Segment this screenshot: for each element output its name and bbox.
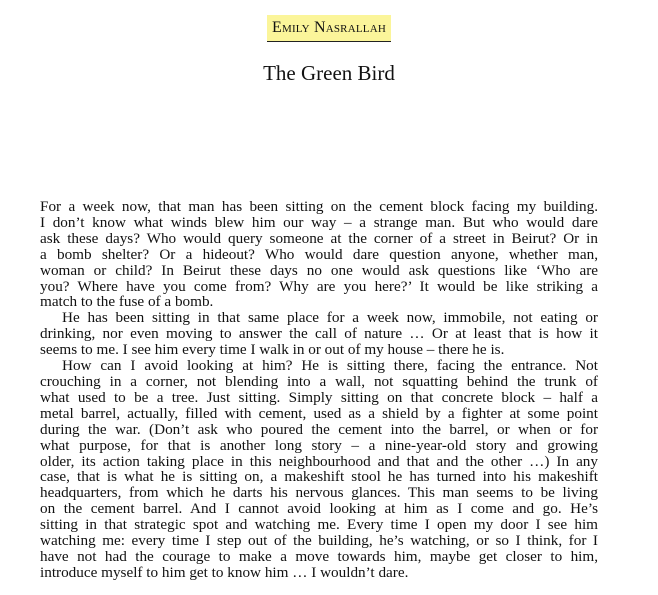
text-line: metal barrel, actually, filled with cement, used as a shield by a fighter at some point	[40, 404, 598, 422]
text-line: case, that is what he is sitting on, a makeshift stool he has turned into his makeshift	[40, 468, 598, 486]
text-line: older, its action taking place in this neighbourhood and that and the other …) In any	[40, 452, 598, 470]
paragraph	[40, 358, 598, 581]
text-line: How can I avoid looking at him? He is sitting there, facing the entrance. Not	[62, 357, 598, 375]
text-line: woman or child? In Beirut these days no one would ask questions like ‘Who are	[40, 261, 598, 279]
text-line: He has been sitting in that same place for a week now, immobile, not eating or	[62, 309, 598, 327]
text-line: introduce myself to him get to know him … I wouldn’t dare.	[40, 563, 409, 581]
text-line: you? Where have you come from? Why are you here?’ It would be like striking a	[40, 277, 598, 295]
story-body	[40, 199, 598, 581]
text-line: what used to be a tree. Just sitting. Simply sitting on that concrete block – half a	[40, 388, 598, 406]
paragraph	[40, 199, 598, 310]
author-name: Emily Nasrallah	[267, 15, 391, 42]
story-title: The Green Bird	[263, 61, 395, 85]
text-line: have not had the courage to make a move towards him, maybe get closer to him,	[40, 547, 598, 565]
text-line: seems to me. I see him every time I walk in or out of my house – there he is.	[40, 341, 505, 359]
text-line: what purpose, for that is another long story – a nine-year-old story and growing	[40, 436, 598, 454]
text-line: match to the fuse of a bomb.	[40, 293, 214, 311]
text-line: sitting in that strategic spot and watching me. Every time I open my door I see him	[40, 516, 598, 534]
text-line: ask these days? Who would query someone at the corner of a street in Beirut? Or in	[40, 229, 598, 247]
text-line: headquarters, from which he darts his nervous glances. This man seems to be living	[40, 484, 598, 502]
text-line: during the war. (Don’t ask who poured the cement into the barrel, or when or for	[40, 420, 598, 438]
text-line: For a week now, that man has been sitting on the cement block facing my building.	[40, 198, 598, 215]
text-line: crouching in a corner, not blending into a wall, not squatting behind the trunk of	[40, 372, 598, 390]
text-line: watching me: every time I step out of the building, he’s watching, or so I think, for I	[40, 532, 598, 550]
paragraph	[40, 310, 598, 358]
text-line: on the cement barrel. And I cannot avoid looking at him as I come and go. He’s	[40, 500, 598, 518]
text-line: drinking, nor even moving to answer the call of nature … Or at least that is how it	[40, 325, 598, 343]
author-header	[0, 15, 658, 42]
text-line: I don’t know what winds blew him our way – a strange man. But who would dare	[40, 213, 598, 231]
text-line: a bomb shelter? Or a hideout? Who would dare question anyone, whether man,	[40, 245, 598, 263]
